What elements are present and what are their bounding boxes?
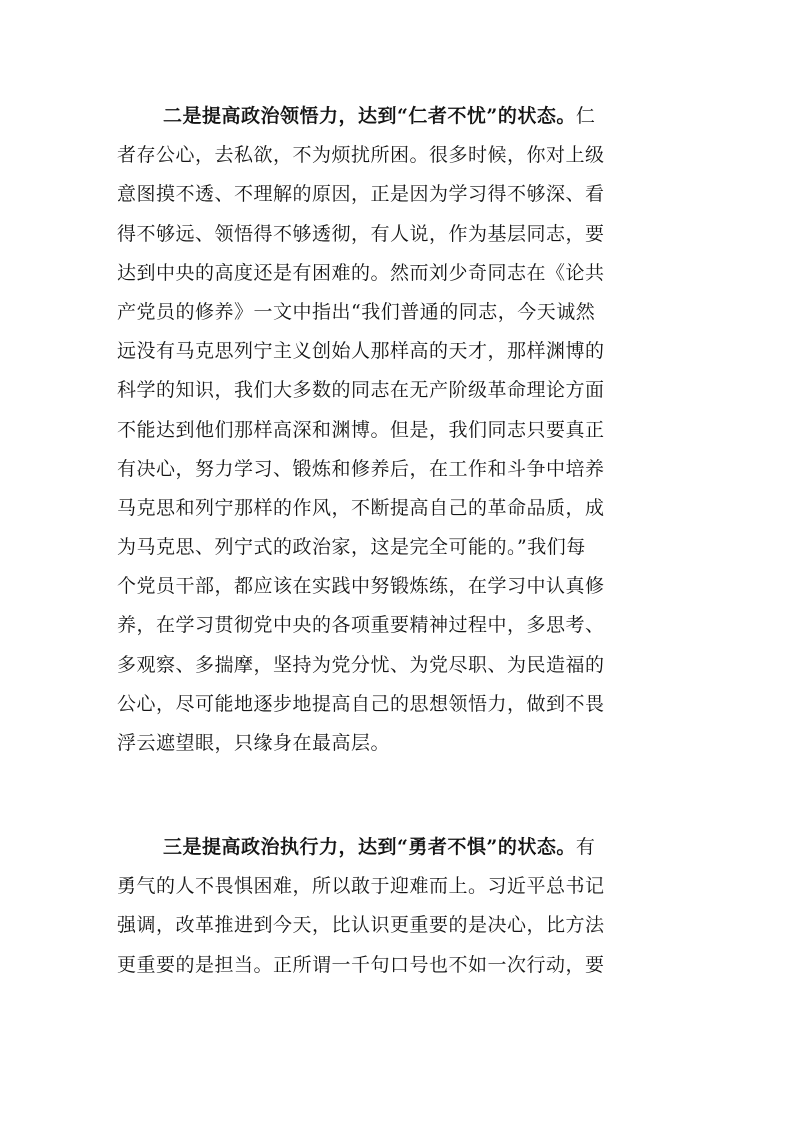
paragraph-lead-heading: 三是提高政治执行力，达到“勇者不惧”的状态。: [163, 836, 576, 858]
paragraph-line: 个党员干部，都应该在实践中努锻炼练，在学习中认真修: [117, 575, 605, 598]
paragraph-line: 意图摸不透、不理解的原因，正是因为学习得不够深、看: [117, 183, 605, 206]
paragraph-line: 多观察、多揣摩，坚持为党分忧、为党尽职、为民造福的: [117, 653, 605, 676]
paragraph-line: 更重要的是担当。正所谓一千句口号也不如一次行动，要: [117, 953, 605, 976]
paragraph-line: [117, 828, 657, 867]
paragraph-line: 强调，改革推进到今天，比认识更重要的是决心，比方法: [117, 914, 605, 937]
paragraph-line: 达到中央的高度还是有困难的。然而刘少奇同志在《论共: [117, 261, 605, 284]
paragraph-line: 为马克思、列宁式的政治家，这是完全可能的。”我们每: [117, 536, 586, 559]
paragraph-line: 得不够远、领悟得不够透彻，有人说，作为基层同志，要: [117, 222, 605, 245]
paragraph-line: 勇气的人不畏惧困难，所以敢于迎难而上。习近平总书记: [117, 875, 605, 898]
paragraph-line: 浮云遮望眼，只缘身在最高层。: [117, 732, 391, 754]
paragraph-line: 公心，尽可能地逐步地提高自己的思想领悟力，做到不畏: [117, 692, 605, 715]
paragraph-line: [117, 97, 657, 136]
paragraph-lead-heading: 二是提高政治领悟力，达到“仁者不忧”的状态。: [163, 105, 576, 127]
paragraph-line: 产党员的修养》一文中指出“我们普通的同志，今天诚然: [117, 300, 596, 323]
paragraph-political-execution: [117, 828, 657, 985]
paragraph-line: 科学的知识，我们大多数的同志在无产阶级革命理论方面: [117, 379, 605, 402]
paragraph-political-understanding: [117, 97, 657, 763]
paragraph-line: 马克思和列宁那样的作风，不断提高自己的革命品质，成: [117, 496, 605, 519]
paragraph-text: 仁: [575, 105, 596, 127]
paragraph-line: 不能达到他们那样高深和渊博。但是，我们同志只要真正: [117, 418, 605, 441]
paragraph-line: 养，在学习贯彻党中央的各项重要精神过程中，多思考、: [117, 614, 605, 637]
paragraph-line: 者存公心，去私欲，不为烦扰所困。很多时候，你对上级: [117, 144, 605, 167]
paragraph-line: 有决心，努力学习、锻炼和修养后，在工作和斗争中培养: [117, 457, 605, 480]
paragraph-line: 远没有马克思列宁主义创始人那样高的天才，那样渊博的: [117, 340, 605, 363]
paragraph-text: 有: [575, 836, 596, 858]
